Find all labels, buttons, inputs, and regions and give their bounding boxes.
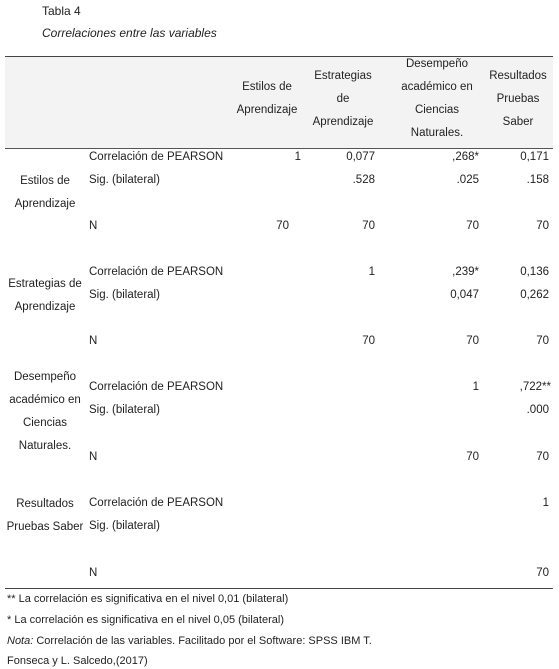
note-significance-005: * La correlación es significativa en el nivel 0,05 (bilateral) [7, 614, 284, 626]
bottom-rule [5, 588, 553, 589]
header-resultados: Resultados Pruebas Saber [489, 70, 547, 128]
value-cell: .000 [526, 404, 549, 416]
value-cell: .158 [526, 174, 549, 186]
value-cell: ,268* [452, 151, 479, 163]
value-cell: 70 [362, 335, 375, 347]
n-label: N [89, 451, 98, 463]
note-source [7, 635, 372, 647]
note-source-text: Correlación de las variables. Facilitado por el Software: SPSS IBM T. [33, 635, 372, 647]
value-cell: 70 [536, 567, 549, 579]
value-cell: 70 [536, 220, 549, 232]
table-number: Tabla 4 [42, 4, 81, 18]
value-cell: 70 [362, 220, 375, 232]
value-cell: 0,262 [520, 289, 549, 301]
row-label-estilos: Estilos de Aprendizaje [14, 175, 76, 210]
value-cell: 70 [466, 335, 479, 347]
header-desempeno: Desempeño académico en Ciencias Naturales. [401, 58, 473, 139]
n-label: N [89, 567, 98, 579]
header-estrategias: Estrategias de Aprendizaje [312, 70, 374, 128]
value-cell: 1 [368, 266, 375, 278]
value-cell: 0,171 [520, 151, 549, 163]
pearson-label: Correlación de PEARSON [89, 151, 224, 163]
value-cell: 1 [542, 497, 549, 509]
value-cell: 0,047 [450, 289, 479, 301]
table-title: Correlaciones entre las variables [42, 26, 217, 40]
value-cell: 70 [276, 220, 289, 232]
sig-label: Sig. (bilateral) [89, 520, 160, 532]
value-cell: .528 [352, 174, 375, 186]
value-cell: .025 [456, 174, 479, 186]
n-label: N [89, 220, 98, 232]
note-authors: Fonseca y L. Salcedo,(2017) [7, 655, 148, 667]
value-cell: 0,077 [346, 151, 375, 163]
value-cell: 70 [466, 451, 479, 463]
value-cell: 70 [536, 335, 549, 347]
note-significance-001: ** La correlación es significativa en el nivel 0,01 (bilateral) [7, 593, 289, 605]
value-cell: 1 [294, 151, 301, 163]
value-cell: ,722** [519, 381, 551, 393]
header-rule [5, 148, 553, 149]
sig-label: Sig. (bilateral) [89, 289, 160, 301]
row-label-desempeno: Desempeño académico en Ciencias Naturales. [9, 371, 81, 452]
value-cell: 0,136 [520, 266, 549, 278]
n-label: N [89, 335, 98, 347]
pearson-label: Correlación de PEARSON [89, 497, 224, 509]
pearson-label: Correlación de PEARSON [89, 266, 224, 278]
sig-label: Sig. (bilateral) [89, 404, 160, 416]
sig-label: Sig. (bilateral) [89, 174, 160, 186]
value-cell: 1 [472, 381, 479, 393]
value-cell: 70 [536, 451, 549, 463]
value-cell: ,239* [452, 266, 479, 278]
header-estilos: Estilos de Aprendizaje [236, 81, 298, 116]
pearson-label: Correlación de PEARSON [89, 381, 224, 393]
nota-label: Nota: [7, 635, 34, 647]
row-label-resultados: Resultados Pruebas Saber [6, 498, 84, 533]
value-cell: 70 [466, 220, 479, 232]
row-label-estrategias: Estrategias de Aprendizaje [8, 278, 82, 313]
